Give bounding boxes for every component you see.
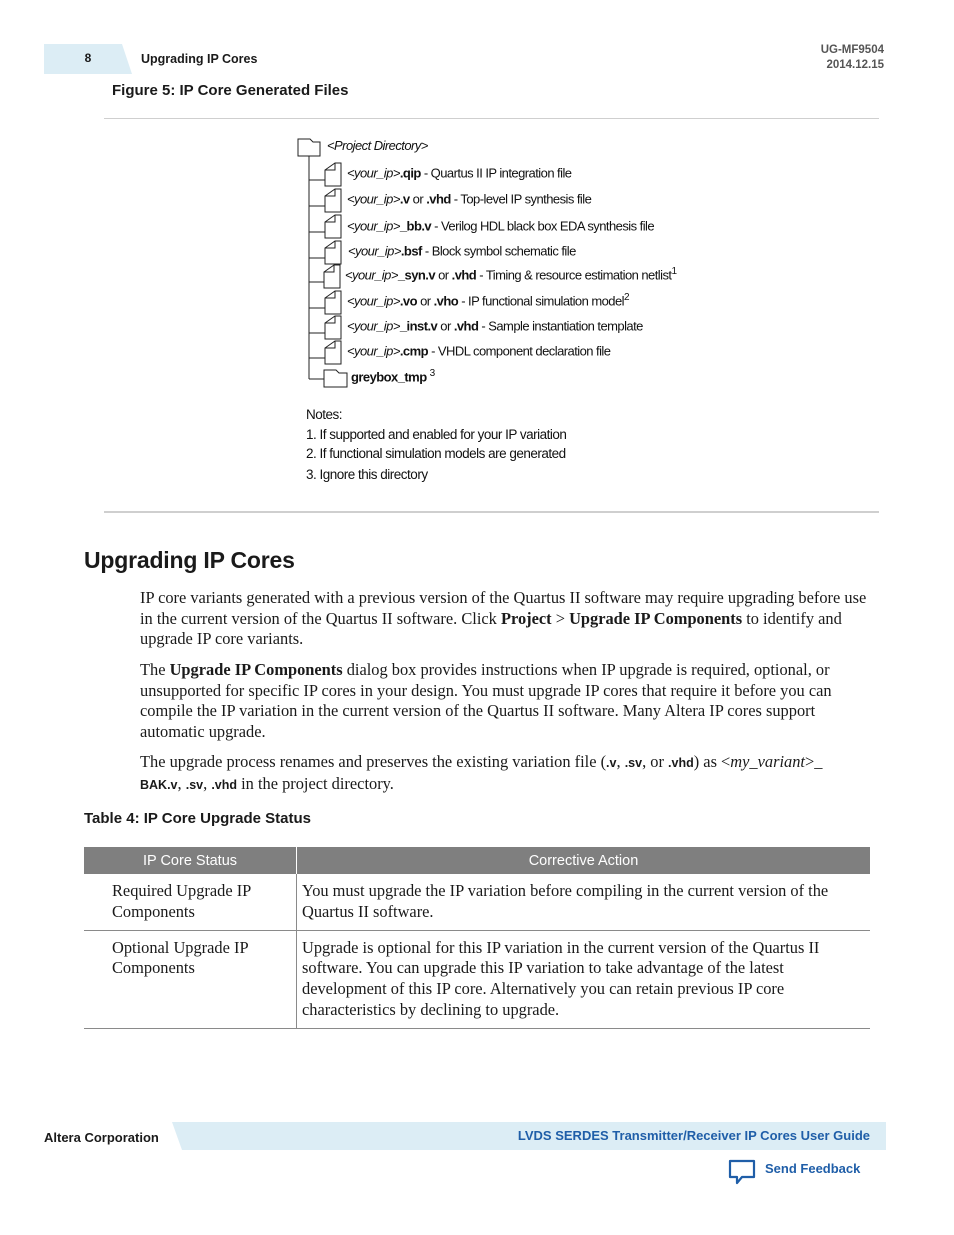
file-entry xyxy=(347,342,610,358)
footer-guide-title[interactable]: LVDS SERDES Transmitter/Receiver IP Cores User Guide xyxy=(517,1128,870,1143)
file-prefix: <your_ip> xyxy=(348,243,401,259)
file-description: - Quartus II IP integration file xyxy=(420,165,572,181)
file-entry xyxy=(347,317,643,333)
file-extension: _inst.v xyxy=(399,318,438,334)
file-description: - Top-level IP synthesis file xyxy=(450,191,592,207)
file-prefix: <your_ip> xyxy=(347,218,400,234)
note-item: 2. If functional simulation models are generated xyxy=(306,446,566,461)
file-prefix: <your_ip> xyxy=(347,165,400,181)
menu-upgrade-ip-components: Upgrade IP Components xyxy=(569,608,743,628)
file-or: or xyxy=(435,267,452,283)
section-heading: Upgrading IP Cores xyxy=(84,547,295,573)
page-number: 8 xyxy=(84,51,92,65)
file-extension: .v xyxy=(399,191,410,207)
column-header: IP Core Status xyxy=(84,847,297,874)
figure-notes xyxy=(306,407,566,487)
figure-bottom-rule xyxy=(104,511,879,513)
action-cell: You must upgrade the IP variation before compiling in the current version of the Quartus II software. xyxy=(297,874,871,930)
upgrade-status-table xyxy=(84,847,870,1029)
file-description: - Timing & resource estimation netlist xyxy=(476,267,672,283)
file-prefix: <your_ip> xyxy=(347,318,400,334)
file-extension: .cmp xyxy=(399,343,429,359)
file-entry xyxy=(347,217,654,233)
file-or: or xyxy=(437,318,454,334)
subfolder-label xyxy=(351,368,435,384)
table-header-row xyxy=(84,847,870,874)
file-description: - Block symbol schematic file xyxy=(421,243,576,259)
file-description: - Sample instantiation template xyxy=(478,318,643,334)
file-extension: _bb.v xyxy=(399,218,432,234)
file-entry xyxy=(347,292,629,308)
status-cell: Required Upgrade IP Components xyxy=(84,874,297,930)
column-header: Corrective Action xyxy=(297,847,871,874)
dialog-name: Upgrade IP Components xyxy=(169,660,343,679)
paragraph-2: The Upgrade IP Components dialog box provides instructions when IP upgrade is required, optional, or unsupported for specific IP cores in your design. You must upgrade IP cores that require it before you can compile the IP variation in the current version of the Quartus II software. Many Altera IP cores support automatic upgrade. xyxy=(140,660,832,742)
file-extension: _syn.v xyxy=(397,267,436,283)
doc-id: UG-MF9504 xyxy=(820,44,884,56)
file-prefix: <your_ip> xyxy=(345,267,398,283)
file-note: 1 xyxy=(671,266,677,277)
action-cell: Upgrade is optional for this IP variation in the current version of the Quartus II software. You can upgrade this IP variation to take advantage of the latest development of this IP core. Alternatively you can retain previous IP core characteristics by declining to upgrade. xyxy=(297,930,871,1028)
file-note: 2 xyxy=(624,292,630,303)
file-description: - IP functional simulation model xyxy=(458,293,625,309)
file-description: - VHDL component declaration file xyxy=(428,343,611,359)
table-row xyxy=(84,874,870,930)
file-extension: .vhd xyxy=(426,191,451,207)
footer-company: Altera Corporation xyxy=(44,1130,159,1145)
file-prefix: <your_ip> xyxy=(347,343,400,359)
file-description: - Verilog HDL black box EDA synthesis file xyxy=(431,218,655,234)
paragraph-1: IP core variants generated with a previous version of the Quartus II software may require upgrading before use in the current version of the Quartus II software. Click Project > Upgrade IP Components to identify and upgrade IP core variants. xyxy=(140,588,867,649)
table-row xyxy=(84,930,870,1028)
figure-caption: Figure 5: IP Core Generated Files xyxy=(112,82,349,99)
table-caption: Table 4: IP Core Upgrade Status xyxy=(84,810,311,827)
status-cell: Optional Upgrade IP Components xyxy=(84,930,297,1028)
file-or: or xyxy=(409,191,427,207)
file-extension: .bsf xyxy=(400,243,422,259)
file-extension: .vhd xyxy=(453,318,479,334)
tree-branches xyxy=(309,180,325,379)
header-section-title: Upgrading IP Cores xyxy=(141,52,258,66)
root-folder-icon xyxy=(298,139,320,156)
file-entry xyxy=(348,242,576,258)
paragraph-3: The upgrade process renames and preserves the existing variation file (.v, .sv, or .vhd) as <my_variant>_ BAK.v, .sv, .vhd in the project directory. xyxy=(140,752,823,793)
file-entry xyxy=(347,164,571,180)
note-item: 1. If supported and enabled for your IP variation xyxy=(306,427,567,442)
file-extension: .qip xyxy=(399,165,421,181)
file-entry xyxy=(345,266,677,282)
doc-date: 2014.12.15 xyxy=(826,59,884,71)
file-prefix: <your_ip> xyxy=(347,293,400,309)
subfolder-note: 3 xyxy=(429,368,435,379)
note-item: 3. Ignore this directory xyxy=(306,467,428,482)
file-entry xyxy=(347,190,591,206)
notes-title: Notes: xyxy=(306,407,343,422)
file-icons xyxy=(324,163,341,364)
menu-project: Project xyxy=(500,608,552,628)
subfolder-icon xyxy=(324,370,347,387)
subfolder-name: greybox_tmp xyxy=(351,369,427,385)
file-extension: .vo xyxy=(399,293,418,309)
file-extension: .vhd xyxy=(451,267,477,283)
send-feedback-link[interactable]: Send Feedback xyxy=(765,1161,861,1176)
root-folder-label: <Project Directory> xyxy=(327,138,428,153)
file-or: or xyxy=(417,293,434,309)
file-extension: .vho xyxy=(433,293,459,309)
speech-bubble-icon[interactable] xyxy=(727,1158,757,1186)
file-prefix: <your_ip> xyxy=(347,191,400,207)
